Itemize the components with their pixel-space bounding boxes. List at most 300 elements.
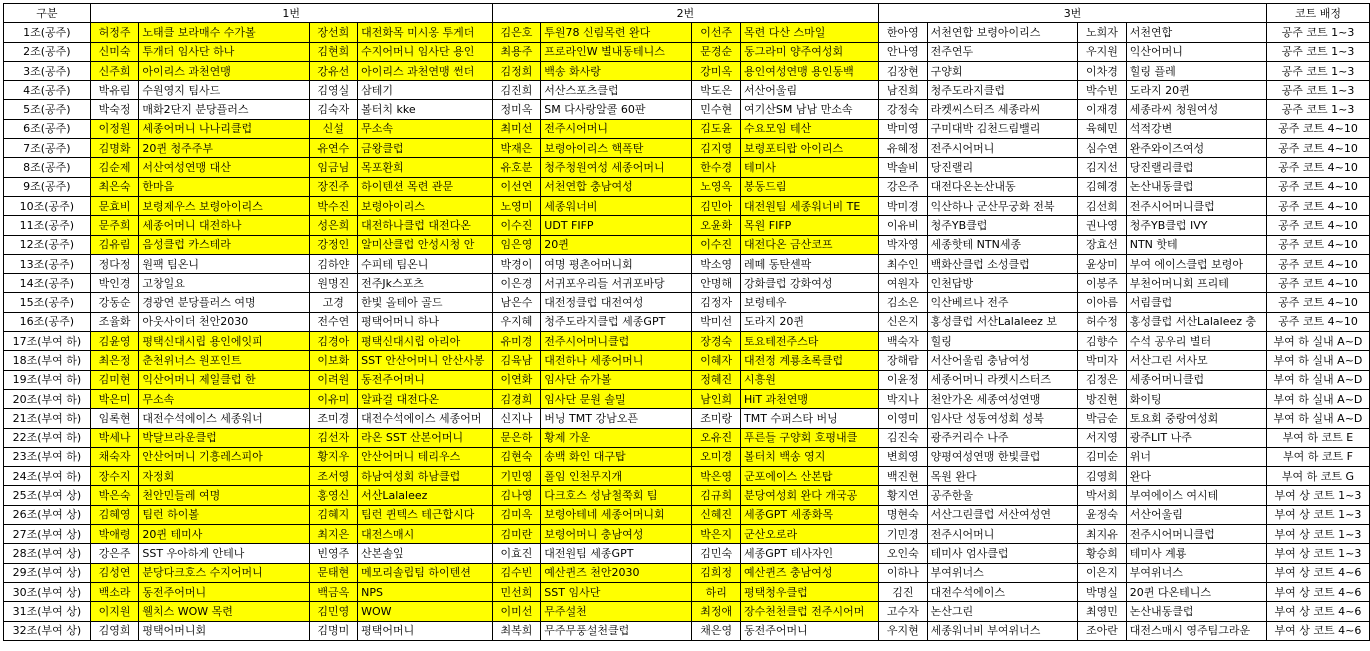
club-cell: 강화클럽 강화여성	[741, 274, 879, 293]
club-cell: 부여 에이스클럽 보령아	[1126, 254, 1266, 273]
player-name-cell: 허수정	[1078, 312, 1127, 331]
club-cell: 대전스매시	[358, 525, 493, 544]
group-cell: 24조(부여 하)	[4, 467, 91, 486]
group-cell: 14조(공주)	[4, 274, 91, 293]
club-cell: 전주시어머니클럽	[541, 332, 692, 351]
club-cell: 무주무풍설천클럽	[541, 621, 692, 640]
club-cell: 세종워너비	[541, 196, 692, 215]
club-cell: 구미대박 김천드림밸리	[927, 119, 1077, 138]
player-name-cell: 장수지	[90, 467, 139, 486]
player-name-cell: 김나영	[492, 486, 541, 505]
club-cell: 논산그린	[927, 602, 1077, 621]
player-name-cell: 이아름	[1078, 293, 1127, 312]
table-row	[4, 563, 1370, 582]
table-row	[4, 602, 1370, 621]
club-cell: SST 안산어머니 안산사봉	[358, 351, 493, 370]
player-name-cell: 박소영	[692, 254, 741, 273]
player-name-cell: 이선주	[692, 23, 741, 42]
club-cell: 임사단 슈가볼	[541, 370, 692, 389]
club-cell: 삼테기	[358, 81, 493, 100]
header-round-1: 1번	[90, 4, 492, 23]
player-name-cell: 박인경	[90, 274, 139, 293]
club-cell: 부여위너스	[927, 563, 1077, 582]
club-cell: 세종어머니 라켓시스터즈	[927, 370, 1077, 389]
table-row	[4, 81, 1370, 100]
club-cell: 청주YB클럽 IVY	[1126, 216, 1266, 235]
club-cell: 평택어머니 하나	[358, 312, 493, 331]
club-cell: 서천연합 충남여성	[541, 177, 692, 196]
player-name-cell: 유미경	[492, 332, 541, 351]
player-name-cell: 이선연	[492, 177, 541, 196]
player-name-cell: 김정은	[1078, 370, 1127, 389]
player-name-cell: 백소라	[90, 582, 139, 601]
player-name-cell: 여원자	[879, 274, 928, 293]
player-name-cell: 명현숙	[879, 505, 928, 524]
player-name-cell: 김진	[879, 582, 928, 601]
player-name-cell: 이정원	[90, 119, 139, 138]
club-cell: 춘천위너스 원포인트	[139, 351, 309, 370]
club-cell: 전주Jk스포츠	[358, 274, 493, 293]
club-cell: 세종핫테 NTN세종	[927, 235, 1077, 254]
player-name-cell: 김영희	[90, 621, 139, 640]
club-cell: 레떼 동탄센팍	[741, 254, 879, 273]
player-name-cell: 김경희	[492, 389, 541, 408]
club-cell: 힐링	[927, 332, 1077, 351]
table-row	[4, 621, 1370, 640]
player-name-cell: 한아영	[879, 23, 928, 42]
club-cell: 아이리스 과천연맹	[139, 61, 309, 80]
group-cell: 17조(부여 하)	[4, 332, 91, 351]
club-cell: SM 다사랑알콜 60판	[541, 100, 692, 119]
club-cell: 백송 화사랑	[541, 61, 692, 80]
player-name-cell: 황지연	[879, 486, 928, 505]
group-cell: 22조(부여 하)	[4, 428, 91, 447]
club-cell: 다크호스 성남철쭉회 팀	[541, 486, 692, 505]
player-name-cell: 백숙자	[879, 332, 928, 351]
player-name-cell: 이봉주	[1078, 274, 1127, 293]
player-name-cell: 박자영	[879, 235, 928, 254]
player-name-cell: 박미선	[692, 312, 741, 331]
group-cell: 32조(부여 상)	[4, 621, 91, 640]
player-name-cell: 민선희	[492, 582, 541, 601]
club-cell: 분당여성회 완다 개국공	[741, 486, 879, 505]
club-cell: NPS	[358, 582, 493, 601]
club-cell: 광주커리수 나주	[927, 428, 1077, 447]
club-cell: 목원 FIFP	[741, 216, 879, 235]
table-row	[4, 235, 1370, 254]
court-cell: 공주 코트 4~10	[1266, 235, 1369, 254]
player-name-cell: 이영미	[879, 409, 928, 428]
player-name-cell: 원명진	[309, 274, 358, 293]
table-row	[4, 139, 1370, 158]
player-name-cell: 노영옥	[692, 177, 741, 196]
club-cell: 안산어머니 테리우스	[358, 447, 493, 466]
player-name-cell: 서지영	[1078, 428, 1127, 447]
player-name-cell: 강유선	[309, 61, 358, 80]
club-cell: 20퀸 다온테니스	[1126, 582, 1266, 601]
table-row	[4, 389, 1370, 408]
club-cell: 세종어머니 나나리클럽	[139, 119, 309, 138]
court-cell: 부여 상 코트 4~6	[1266, 602, 1369, 621]
club-cell: 익산하나 군산무궁화 전북	[927, 196, 1077, 215]
club-cell: NTN 핫테	[1126, 235, 1266, 254]
player-name-cell: 김장현	[879, 61, 928, 80]
table-row	[4, 119, 1370, 138]
player-name-cell: 박은미	[90, 389, 139, 408]
club-cell: 백화산클럽 소성클럽	[927, 254, 1077, 273]
player-name-cell: 민수현	[692, 100, 741, 119]
player-name-cell: 김미옥	[492, 505, 541, 524]
group-cell: 18조(부여 하)	[4, 351, 91, 370]
club-cell: 세종워너비 부여위너스	[927, 621, 1077, 640]
player-name-cell: 최정애	[692, 602, 741, 621]
club-cell: 동전주어머니	[358, 370, 493, 389]
player-name-cell: 최지은	[309, 525, 358, 544]
club-cell: 보령제우스 보령아이리스	[139, 196, 309, 215]
club-cell: 보령아테네 세종어머니회	[541, 505, 692, 524]
club-cell: 서산어울림 충남여성	[927, 351, 1077, 370]
player-name-cell: 강은주	[90, 544, 139, 563]
club-cell: 목원 완다	[927, 467, 1077, 486]
group-cell: 7조(공주)	[4, 139, 91, 158]
player-name-cell: 김선희	[1078, 196, 1127, 215]
player-name-cell: 강미옥	[692, 61, 741, 80]
club-cell: 투원78 신림목련 완다	[541, 23, 692, 42]
club-cell: 무주설천	[541, 602, 692, 621]
table-row	[4, 274, 1370, 293]
player-name-cell: 우지혜	[492, 312, 541, 331]
player-name-cell: 기민경	[879, 525, 928, 544]
court-cell: 공주 코트 4~10	[1266, 216, 1369, 235]
club-cell: 평택신대시립 아리아	[358, 332, 493, 351]
club-cell: 보령어머니 충남여성	[541, 525, 692, 544]
player-name-cell: 김은호	[492, 23, 541, 42]
player-name-cell: 박미영	[879, 119, 928, 138]
group-assignment-table	[3, 3, 1370, 641]
club-cell: 대전정클럽 대전여성	[541, 293, 692, 312]
club-cell: 군포에이스 산본탑	[741, 467, 879, 486]
club-cell: 한빛 올테아 골드	[358, 293, 493, 312]
player-name-cell: 남인희	[692, 389, 741, 408]
player-name-cell: 홍영신	[309, 486, 358, 505]
group-cell: 9조(공주)	[4, 177, 91, 196]
club-cell: 한마음	[139, 177, 309, 196]
player-name-cell: 문태현	[309, 563, 358, 582]
club-cell: 팀런 퀸텍스 테근합시다	[358, 505, 493, 524]
player-name-cell: 김유림	[90, 235, 139, 254]
group-cell: 4조(공주)	[4, 81, 91, 100]
player-name-cell: 황지우	[309, 447, 358, 466]
player-name-cell: 박도은	[692, 81, 741, 100]
player-name-cell: 강동순	[90, 293, 139, 312]
club-cell: 시흥원	[741, 370, 879, 389]
player-name-cell: 장효선	[1078, 235, 1127, 254]
player-name-cell: 김정희	[492, 61, 541, 80]
group-cell: 30조(부여 상)	[4, 582, 91, 601]
player-name-cell: 박은영	[692, 467, 741, 486]
club-cell: 금왕클럽	[358, 139, 493, 158]
club-cell: 대전수석에이스 세종워너	[139, 409, 309, 428]
club-cell: 분당다크호스 수지어머니	[139, 563, 309, 582]
club-cell: 천안가온 세종여성연맹	[927, 389, 1077, 408]
club-cell: 전주시어머니클럽	[1126, 525, 1266, 544]
club-cell: 광주LIT 나주	[1126, 428, 1266, 447]
player-name-cell: 박명실	[1078, 582, 1127, 601]
club-cell: 청주YB클럽	[927, 216, 1077, 235]
club-cell: SST 우아하게 안테나	[139, 544, 309, 563]
club-cell: 전주시어머니	[927, 525, 1077, 544]
club-cell: 전주시어머니	[927, 139, 1077, 158]
player-name-cell: 김성연	[90, 563, 139, 582]
group-cell: 13조(공주)	[4, 254, 91, 273]
club-cell: 동그라미 양주여성회	[741, 42, 879, 61]
group-cell: 6조(공주)	[4, 119, 91, 138]
club-cell: 알미산클럽 안성시청 안	[358, 235, 493, 254]
club-cell: 봉동드림	[741, 177, 879, 196]
group-cell: 8조(공주)	[4, 158, 91, 177]
court-cell: 부여 하 코트 E	[1266, 428, 1369, 447]
player-name-cell: 신은지	[879, 312, 928, 331]
player-name-cell: 김경아	[309, 332, 358, 351]
player-name-cell: 박서희	[1078, 486, 1127, 505]
player-name-cell: 고수자	[879, 602, 928, 621]
player-name-cell: 전수연	[309, 312, 358, 331]
player-name-cell: 박세나	[90, 428, 139, 447]
club-cell: 팀런 하이볼	[139, 505, 309, 524]
court-cell: 부여 상 코트 4~6	[1266, 563, 1369, 582]
player-name-cell: 장진주	[309, 177, 358, 196]
club-cell: 하남여성회 하남클럽	[358, 467, 493, 486]
player-name-cell: 유연수	[309, 139, 358, 158]
club-cell: 버닝 TMT 강남오픈	[541, 409, 692, 428]
player-name-cell: 김지영	[692, 139, 741, 158]
player-name-cell: 백진현	[879, 467, 928, 486]
table-row	[4, 525, 1370, 544]
player-name-cell: 이은경	[492, 274, 541, 293]
club-cell: 고창일요	[139, 274, 309, 293]
club-cell: 20퀸 테미사	[139, 525, 309, 544]
club-cell: 대전다온 금산코프	[741, 235, 879, 254]
club-cell: 아웃사이더 천안2030	[139, 312, 309, 331]
player-name-cell: 이재경	[1078, 100, 1127, 119]
club-cell: 원팩 팀온니	[139, 254, 309, 273]
table-row	[4, 293, 1370, 312]
club-cell: 보령아이리스	[358, 196, 493, 215]
player-name-cell: 조서영	[309, 467, 358, 486]
club-cell: 세종GPT 세종화목	[741, 505, 879, 524]
club-cell: 익산베르나 전주	[927, 293, 1077, 312]
player-name-cell: 문경순	[692, 42, 741, 61]
club-cell: 안산어머니 기흥레스피아	[139, 447, 309, 466]
club-cell: 볼터치 백송 영지	[741, 447, 879, 466]
club-cell: 익산어머니 제일클럽 한	[139, 370, 309, 389]
club-cell: 완다	[1126, 467, 1266, 486]
table-row	[4, 582, 1370, 601]
club-cell: 아이리스 과천연맹 썬더	[358, 61, 493, 80]
table-row	[4, 42, 1370, 61]
player-name-cell: 강정숙	[879, 100, 928, 119]
player-name-cell: 김순제	[90, 158, 139, 177]
club-cell: 테미사 엄사클럽	[927, 544, 1077, 563]
club-cell: 자정회	[139, 467, 309, 486]
club-cell: 동전주어머니	[139, 582, 309, 601]
player-name-cell: 김민숙	[692, 544, 741, 563]
club-cell: 논산내동클럽	[1126, 602, 1266, 621]
player-name-cell: 임금님	[309, 158, 358, 177]
player-name-cell: 박수진	[309, 196, 358, 215]
group-cell: 21조(부여 하)	[4, 409, 91, 428]
court-cell: 공주 코트 1~3	[1266, 81, 1369, 100]
club-cell: 서귀포우리들 서귀포바당	[541, 274, 692, 293]
player-name-cell: 박수빈	[1078, 81, 1127, 100]
club-cell: 공주한울	[927, 486, 1077, 505]
club-cell: 대전원팀 세종워너비 TE	[741, 196, 879, 215]
player-name-cell: 이차경	[1078, 61, 1127, 80]
player-name-cell: 박금순	[1078, 409, 1127, 428]
player-name-cell: 방진현	[1078, 389, 1127, 408]
court-cell: 부여 상 코트 1~3	[1266, 544, 1369, 563]
table-row	[4, 505, 1370, 524]
player-name-cell: 이연화	[492, 370, 541, 389]
club-cell: 투개더 임사단 하나	[139, 42, 309, 61]
player-name-cell: 조율화	[90, 312, 139, 331]
club-cell: 대전다온논산내동	[927, 177, 1077, 196]
court-cell: 공주 코트 4~10	[1266, 119, 1369, 138]
table-row	[4, 61, 1370, 80]
club-cell: HiT 과천연맹	[741, 389, 879, 408]
player-name-cell: 이미선	[492, 602, 541, 621]
club-cell: 세종어머니클럽	[1126, 370, 1266, 389]
club-cell: 임사단 성동여성회 성북	[927, 409, 1077, 428]
header-group: 구분	[4, 4, 91, 23]
player-name-cell: 최수인	[879, 254, 928, 273]
club-cell: 예산퀸즈 충남여성	[741, 563, 879, 582]
club-cell: 음성클럽 카스테라	[139, 235, 309, 254]
player-name-cell: 채숙자	[90, 447, 139, 466]
court-cell: 부여 하 실내 A~D	[1266, 332, 1369, 351]
court-cell: 공주 코트 4~10	[1266, 177, 1369, 196]
table-row	[4, 23, 1370, 42]
player-name-cell: 심수연	[1078, 139, 1127, 158]
club-cell: 프로라인W 별내동테니스	[541, 42, 692, 61]
club-cell: 홍성클럽 서산Lalaleez 충	[1126, 312, 1266, 331]
club-cell: 서림클럽	[1126, 293, 1266, 312]
player-name-cell: 문주희	[90, 216, 139, 235]
group-cell: 20조(부여 하)	[4, 389, 91, 408]
club-cell: 화이팅	[1126, 389, 1266, 408]
court-cell: 부여 하 실내 A~D	[1266, 370, 1369, 389]
player-name-cell: 신설	[309, 119, 358, 138]
club-cell: 매화2단지 분당플러스	[139, 100, 309, 119]
player-name-cell: 박경이	[492, 254, 541, 273]
club-cell: 평택신대시립 용인에잇피	[139, 332, 309, 351]
club-cell: 서산스포츠클럽	[541, 81, 692, 100]
club-cell: 황제 가운	[541, 428, 692, 447]
club-cell: 평택어머니	[358, 621, 493, 640]
player-name-cell: 김미순	[1078, 447, 1127, 466]
club-cell: WOW	[358, 602, 493, 621]
table-row	[4, 351, 1370, 370]
player-name-cell: 오미경	[692, 447, 741, 466]
player-name-cell: 노희자	[1078, 23, 1127, 42]
player-name-cell: 김정자	[692, 293, 741, 312]
club-cell: 석적강변	[1126, 119, 1266, 138]
club-cell: SST 임사단	[541, 582, 692, 601]
player-name-cell: 김선자	[309, 428, 358, 447]
player-name-cell: 안명해	[692, 274, 741, 293]
table-row	[4, 409, 1370, 428]
player-name-cell: 이지원	[90, 602, 139, 621]
court-cell: 공주 코트 1~3	[1266, 23, 1369, 42]
club-cell: 홍성클럽 서산Lalaleez 보	[927, 312, 1077, 331]
player-name-cell: 유혜정	[879, 139, 928, 158]
table-row	[4, 447, 1370, 466]
player-name-cell: 최용주	[492, 42, 541, 61]
player-name-cell: 성은희	[309, 216, 358, 235]
player-name-cell: 한수경	[692, 158, 741, 177]
table-row	[4, 158, 1370, 177]
club-cell: 힐링 플레	[1126, 61, 1266, 80]
club-cell: 당진랠리	[927, 158, 1077, 177]
club-cell: 서산여성연맹 대산	[139, 158, 309, 177]
player-name-cell: 허정주	[90, 23, 139, 42]
player-name-cell: 김육남	[492, 351, 541, 370]
court-cell: 공주 코트 4~10	[1266, 158, 1369, 177]
player-name-cell: 이하나	[879, 563, 928, 582]
club-cell: 서산Lalaleez	[358, 486, 493, 505]
player-name-cell: 황승희	[1078, 544, 1127, 563]
club-cell: 익산어머니	[1126, 42, 1266, 61]
club-cell: 천안민들레 여명	[139, 486, 309, 505]
player-name-cell: 김혜경	[1078, 177, 1127, 196]
club-cell: 폴임 인천무지개	[541, 467, 692, 486]
player-name-cell: 윤상미	[1078, 254, 1127, 273]
court-cell: 부여 하 실내 A~D	[1266, 351, 1369, 370]
group-cell: 26조(부여 상)	[4, 505, 91, 524]
player-name-cell: 강정인	[309, 235, 358, 254]
player-name-cell: 김소은	[879, 293, 928, 312]
group-cell: 27조(부여 상)	[4, 525, 91, 544]
club-cell: 논산내동클럽	[1126, 177, 1266, 196]
player-name-cell: 김희정	[692, 563, 741, 582]
club-cell: 부여에이스 여시테	[1126, 486, 1266, 505]
club-cell: 세종어머니 대전하나	[139, 216, 309, 235]
court-cell: 부여 하 실내 A~D	[1266, 389, 1369, 408]
player-name-cell: 박은숙	[90, 486, 139, 505]
player-name-cell: 김도윤	[692, 119, 741, 138]
club-cell: 도라지 20퀸	[1126, 81, 1266, 100]
player-name-cell: 박솔비	[879, 158, 928, 177]
player-name-cell: 우지현	[879, 621, 928, 640]
player-name-cell: 임은영	[492, 235, 541, 254]
club-cell: 푸른들 구양회 호평내클	[741, 428, 879, 447]
player-name-cell: 문은하	[492, 428, 541, 447]
club-cell: 여기산SM 남남 만소속	[741, 100, 879, 119]
club-cell: 세종GPT 테사자인	[741, 544, 879, 563]
player-name-cell: 신지나	[492, 409, 541, 428]
player-name-cell: 김혜지	[309, 505, 358, 524]
club-cell: 전주시어머니	[541, 119, 692, 138]
club-cell: 도라지 20퀸	[741, 312, 879, 331]
club-cell: 양평여성연맹 한빛클럽	[927, 447, 1077, 466]
group-cell: 1조(공주)	[4, 23, 91, 42]
court-cell: 공주 코트 4~10	[1266, 293, 1369, 312]
player-name-cell: 김진숙	[879, 428, 928, 447]
club-cell: 박달브라운클럽	[139, 428, 309, 447]
club-cell: 완주와이즈여성	[1126, 139, 1266, 158]
table-row	[4, 486, 1370, 505]
player-name-cell: 최영민	[1078, 602, 1127, 621]
